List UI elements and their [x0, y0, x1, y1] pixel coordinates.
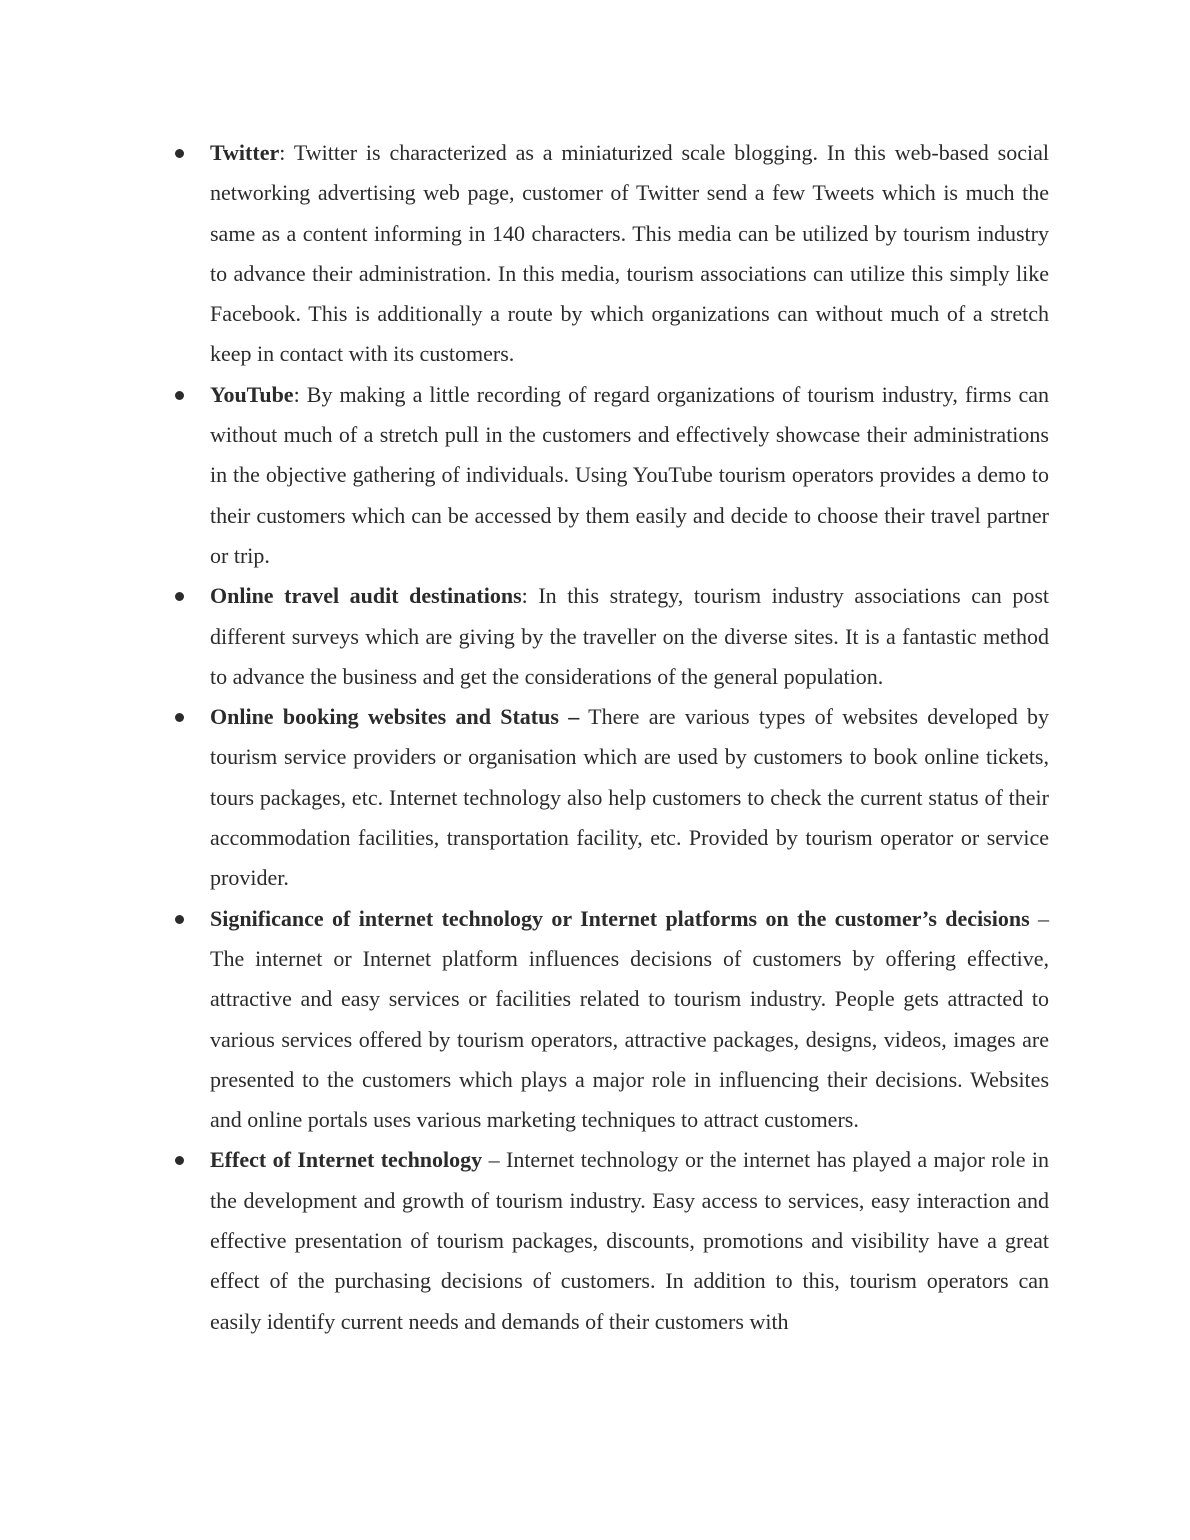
list-item-twitter [0, 133, 1049, 375]
bullet-icon [175, 713, 184, 722]
list-item-significance [0, 899, 1049, 1141]
list-item-online-travel-audit [0, 576, 1049, 697]
item-term: YouTube [210, 381, 294, 407]
list-item-effect [0, 1140, 1049, 1341]
item-text: Twitter is characterized as a miniaturized scale blogging. In this web-based social networking advertising web page, customer of Twitter send a few Tweets which is much the same as a content informing in 140 characters. This media can be utilized by tourism industry to advance their administration. In this media, tourism associations can utilize this simply like Facebook. This is additionally a route by which organizations can without much of a stretch keep in contact with its customers. [210, 140, 1049, 367]
item-term: Online travel audit destinations [210, 583, 522, 609]
item-term: Online booking websites and Status – [210, 704, 580, 730]
item-text: – Internet technology or the internet has played a major role in the development and growth of tourism industry. Easy access to services, easy interaction and effective presentation of tourism packages, discounts, promotions and visibility have a great effect of the purchasing decisions of customers. In addition to this, tourism operators can easily identify current needs and demands of their customers with [210, 1147, 1050, 1334]
item-separator: : [279, 140, 294, 165]
bullet-icon [175, 391, 184, 400]
item-text: In this strategy, tourism industry associations can post different surveys which are giving by the traveller on the diverse sites. It is a fantastic method to advance the business and get the considerations of the general population. [210, 583, 1049, 689]
bullet-icon [175, 1156, 184, 1165]
item-separator [1030, 906, 1038, 931]
item-separator: : [293, 381, 307, 407]
bullet-list [0, 133, 1190, 1342]
item-term: Twitter [210, 140, 280, 165]
item-text: By making a little recording of regard organizations of tourism industry, firms can without much of a stretch pull in the customers and effectively showcase their administrations in the objective gathering of individuals. Using YouTube tourism operators provides a demo to their customers which can be accessed by them easily and decide to choose their travel partner or trip. [210, 381, 1049, 568]
list-item-online-booking [0, 697, 1049, 898]
bullet-icon [175, 915, 184, 924]
bullet-icon [175, 592, 184, 601]
bullet-icon [175, 149, 184, 158]
item-separator: : [521, 583, 539, 609]
item-term: Effect of Internet technology [210, 1147, 483, 1173]
item-text: – The internet or Internet platform influences decisions of customers by offering effective, attractive and easy services or facilities related to tourism industry. People gets attracted to various services offered by tourism operators, attractive packages, designs, videos, images are presented to the customers which plays a major role in influencing their decisions. Websites and online portals uses various marketing techniques to attract customers. [210, 905, 1050, 1133]
list-item-youtube [0, 375, 1049, 576]
item-term: Significance of internet technology or Internet platforms on the customer’s decisions [210, 905, 1030, 931]
item-text: There are various types of websites developed by tourism service providers or organisation which are used by customers to book online tickets, tours packages, etc. Internet technology also help customers to check the current status of their accommodation facilities, transportation facility, etc. Provided by tourism operator or service provider. [210, 704, 1050, 891]
item-separator [579, 704, 588, 729]
